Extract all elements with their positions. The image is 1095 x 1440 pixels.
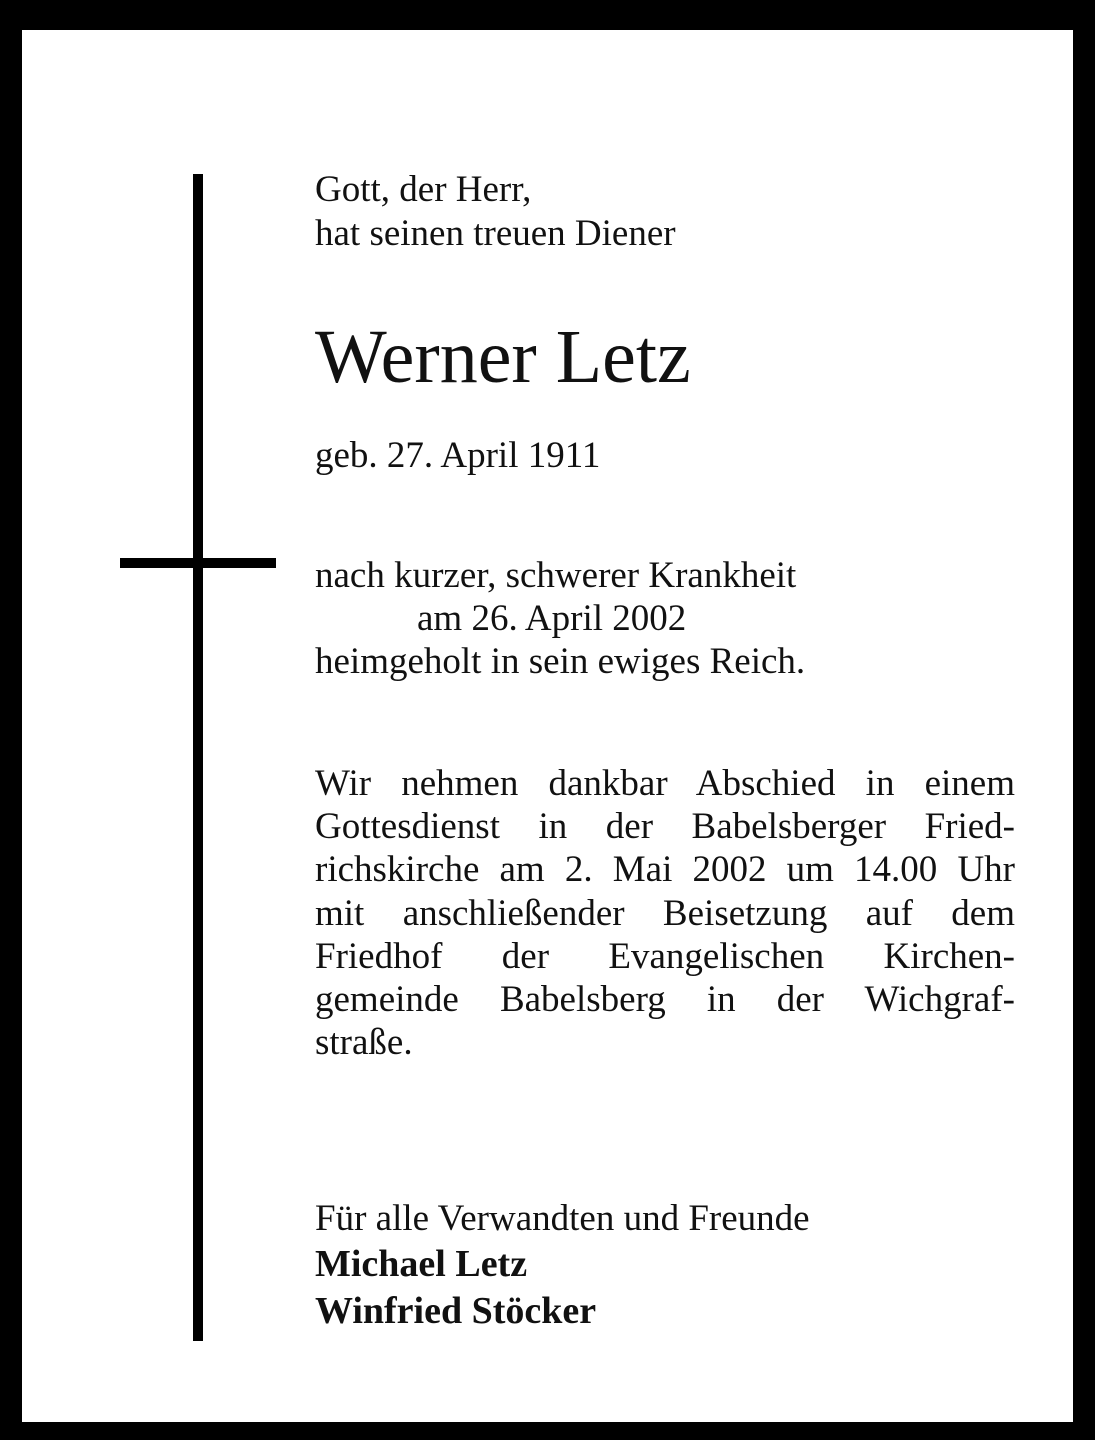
signer-name: Winfried Stöcker xyxy=(315,1290,597,1332)
service-line: Gottesdienst in der Babelsberger Fried- xyxy=(315,806,1015,848)
deceased-name: Werner Letz xyxy=(315,315,691,399)
service-line: straße. xyxy=(315,1022,413,1064)
family-signature xyxy=(315,1196,810,1335)
service-line: Friedhof der Evangelischen Kirchen- xyxy=(315,935,1015,977)
cross-horizontal-bar xyxy=(120,558,276,568)
death-line: nach kurzer, schwerer Krankheit xyxy=(315,555,797,596)
birth-date: geb. 27. April 1911 xyxy=(315,435,601,476)
service-details xyxy=(315,762,1015,1064)
intro-text xyxy=(315,168,676,256)
family-line: Für alle Verwandten und Freunde xyxy=(315,1198,810,1239)
service-line: mit anschließender Beisetzung auf dem xyxy=(315,892,1015,934)
service-line: richskirche am 2. Mai 2002 um 14.00 Uhr xyxy=(315,849,1015,891)
death-line: heimgeholt in sein ewiges Reich. xyxy=(315,641,806,682)
obituary-notice xyxy=(22,30,1073,1422)
signer-name: Michael Letz xyxy=(315,1243,528,1285)
intro-line: hat seinen treuen Diener xyxy=(315,213,676,254)
cross-vertical-bar xyxy=(193,174,203,1341)
intro-line: Gott, der Herr, xyxy=(315,169,532,210)
death-date: am 26. April 2002 xyxy=(417,598,687,639)
service-line: Wir nehmen dankbar Abschied in einem xyxy=(315,763,1015,804)
death-notice xyxy=(315,554,805,683)
service-line: gemeinde Babelsberg in der Wichgraf- xyxy=(315,979,1015,1021)
